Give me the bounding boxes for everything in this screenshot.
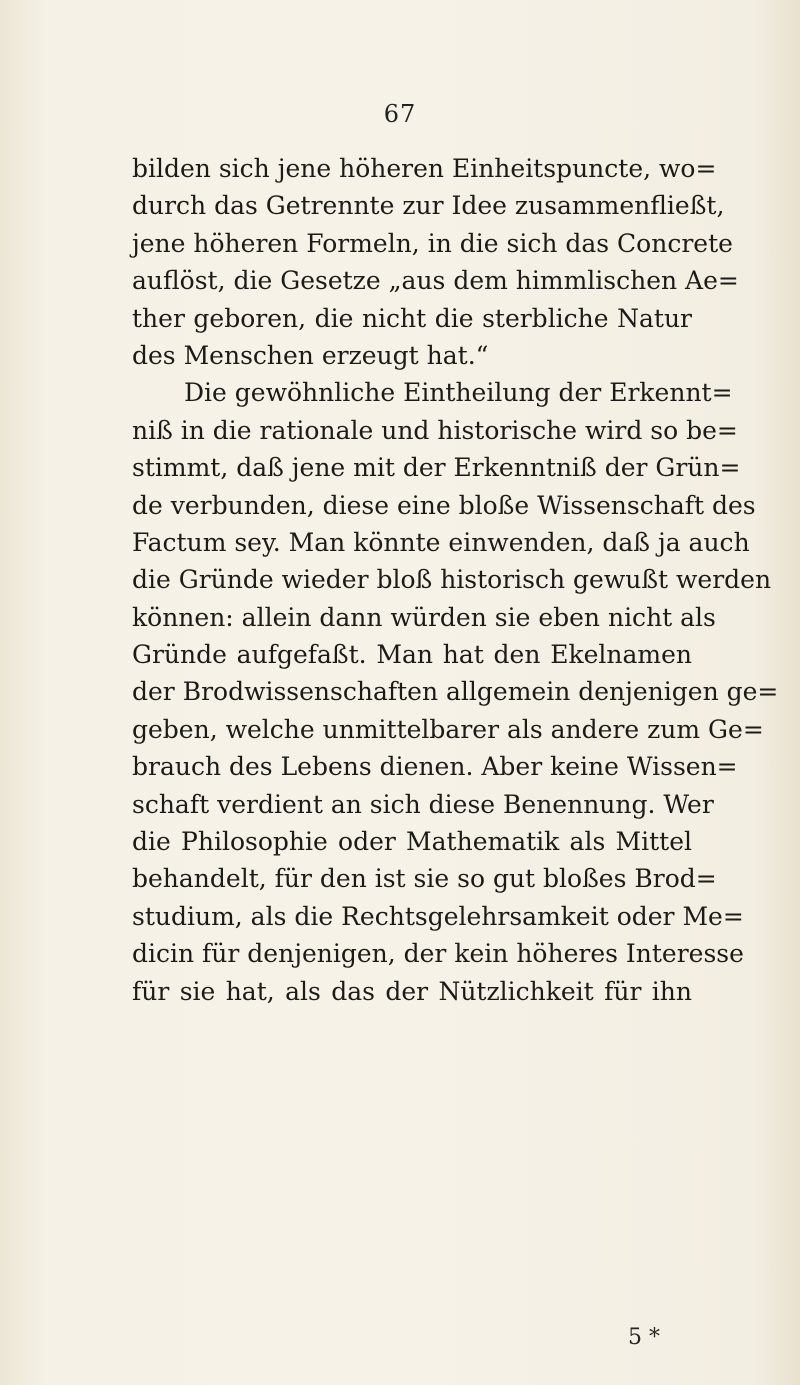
signature-mark: 5 *	[628, 1325, 660, 1350]
text-line: stimmt, daß jene mit der Erkenntniß der Grün=	[132, 453, 741, 483]
text-line: die Gründe wieder bloß historisch gewußt werden	[132, 565, 772, 595]
text-line: können: allein dann würden sie eben nicht als	[132, 602, 716, 632]
body-text	[132, 150, 779, 1010]
text-line: studium, als die Rechtsgelehrsamkeit oder Me=	[132, 901, 744, 931]
text-line: niß in die rationale und historische wird so be=	[132, 415, 738, 445]
text-line: jene höheren Formeln, in die sich das Concrete	[132, 228, 733, 258]
text-line: geben, welche unmittelbarer als andere zum Ge=	[132, 714, 764, 744]
text-line: die Philosophie oder Mathematik als Mittel	[132, 827, 692, 857]
text-line: dicin für denjenigen, der kein höheres Interesse	[132, 939, 744, 969]
text-line: Factum sey. Man könnte einwenden, daß ja auch	[132, 527, 750, 557]
text-line: ther geboren, die nicht die sterbliche Natur	[132, 303, 692, 333]
text-line: Gründe aufgefaßt. Man hat den Ekelnamen	[132, 640, 692, 670]
text-line: für sie hat, als das der Nützlichkeit für ihn	[132, 976, 692, 1006]
page-number: 67	[383, 100, 417, 128]
text-line: brauch des Lebens dienen. Aber keine Wissen=	[132, 752, 738, 782]
text-line: de verbunden, diese eine bloße Wissenschaft des	[132, 490, 756, 520]
text-line: der Brodwissenschaften allgemein denjenigen ge=	[132, 677, 779, 707]
text-line: durch das Getrennte zur Idee zusammenfließt,	[132, 191, 725, 221]
text-line: auflöst, die Gesetze „aus dem himmlischen Ae=	[132, 266, 739, 296]
text-line: bilden sich jene höheren Einheitspuncte, wo=	[132, 154, 717, 183]
paragraph-start-line: Die gewöhnliche Eintheilung der Erkennt=	[184, 378, 733, 408]
text-line: behandelt, für den ist sie so gut bloßes Brod=	[132, 864, 717, 894]
text-line: schaft verdient an sich diese Benennung. Wer	[132, 789, 714, 819]
text-line: des Menschen erzeugt hat.“	[132, 340, 489, 370]
